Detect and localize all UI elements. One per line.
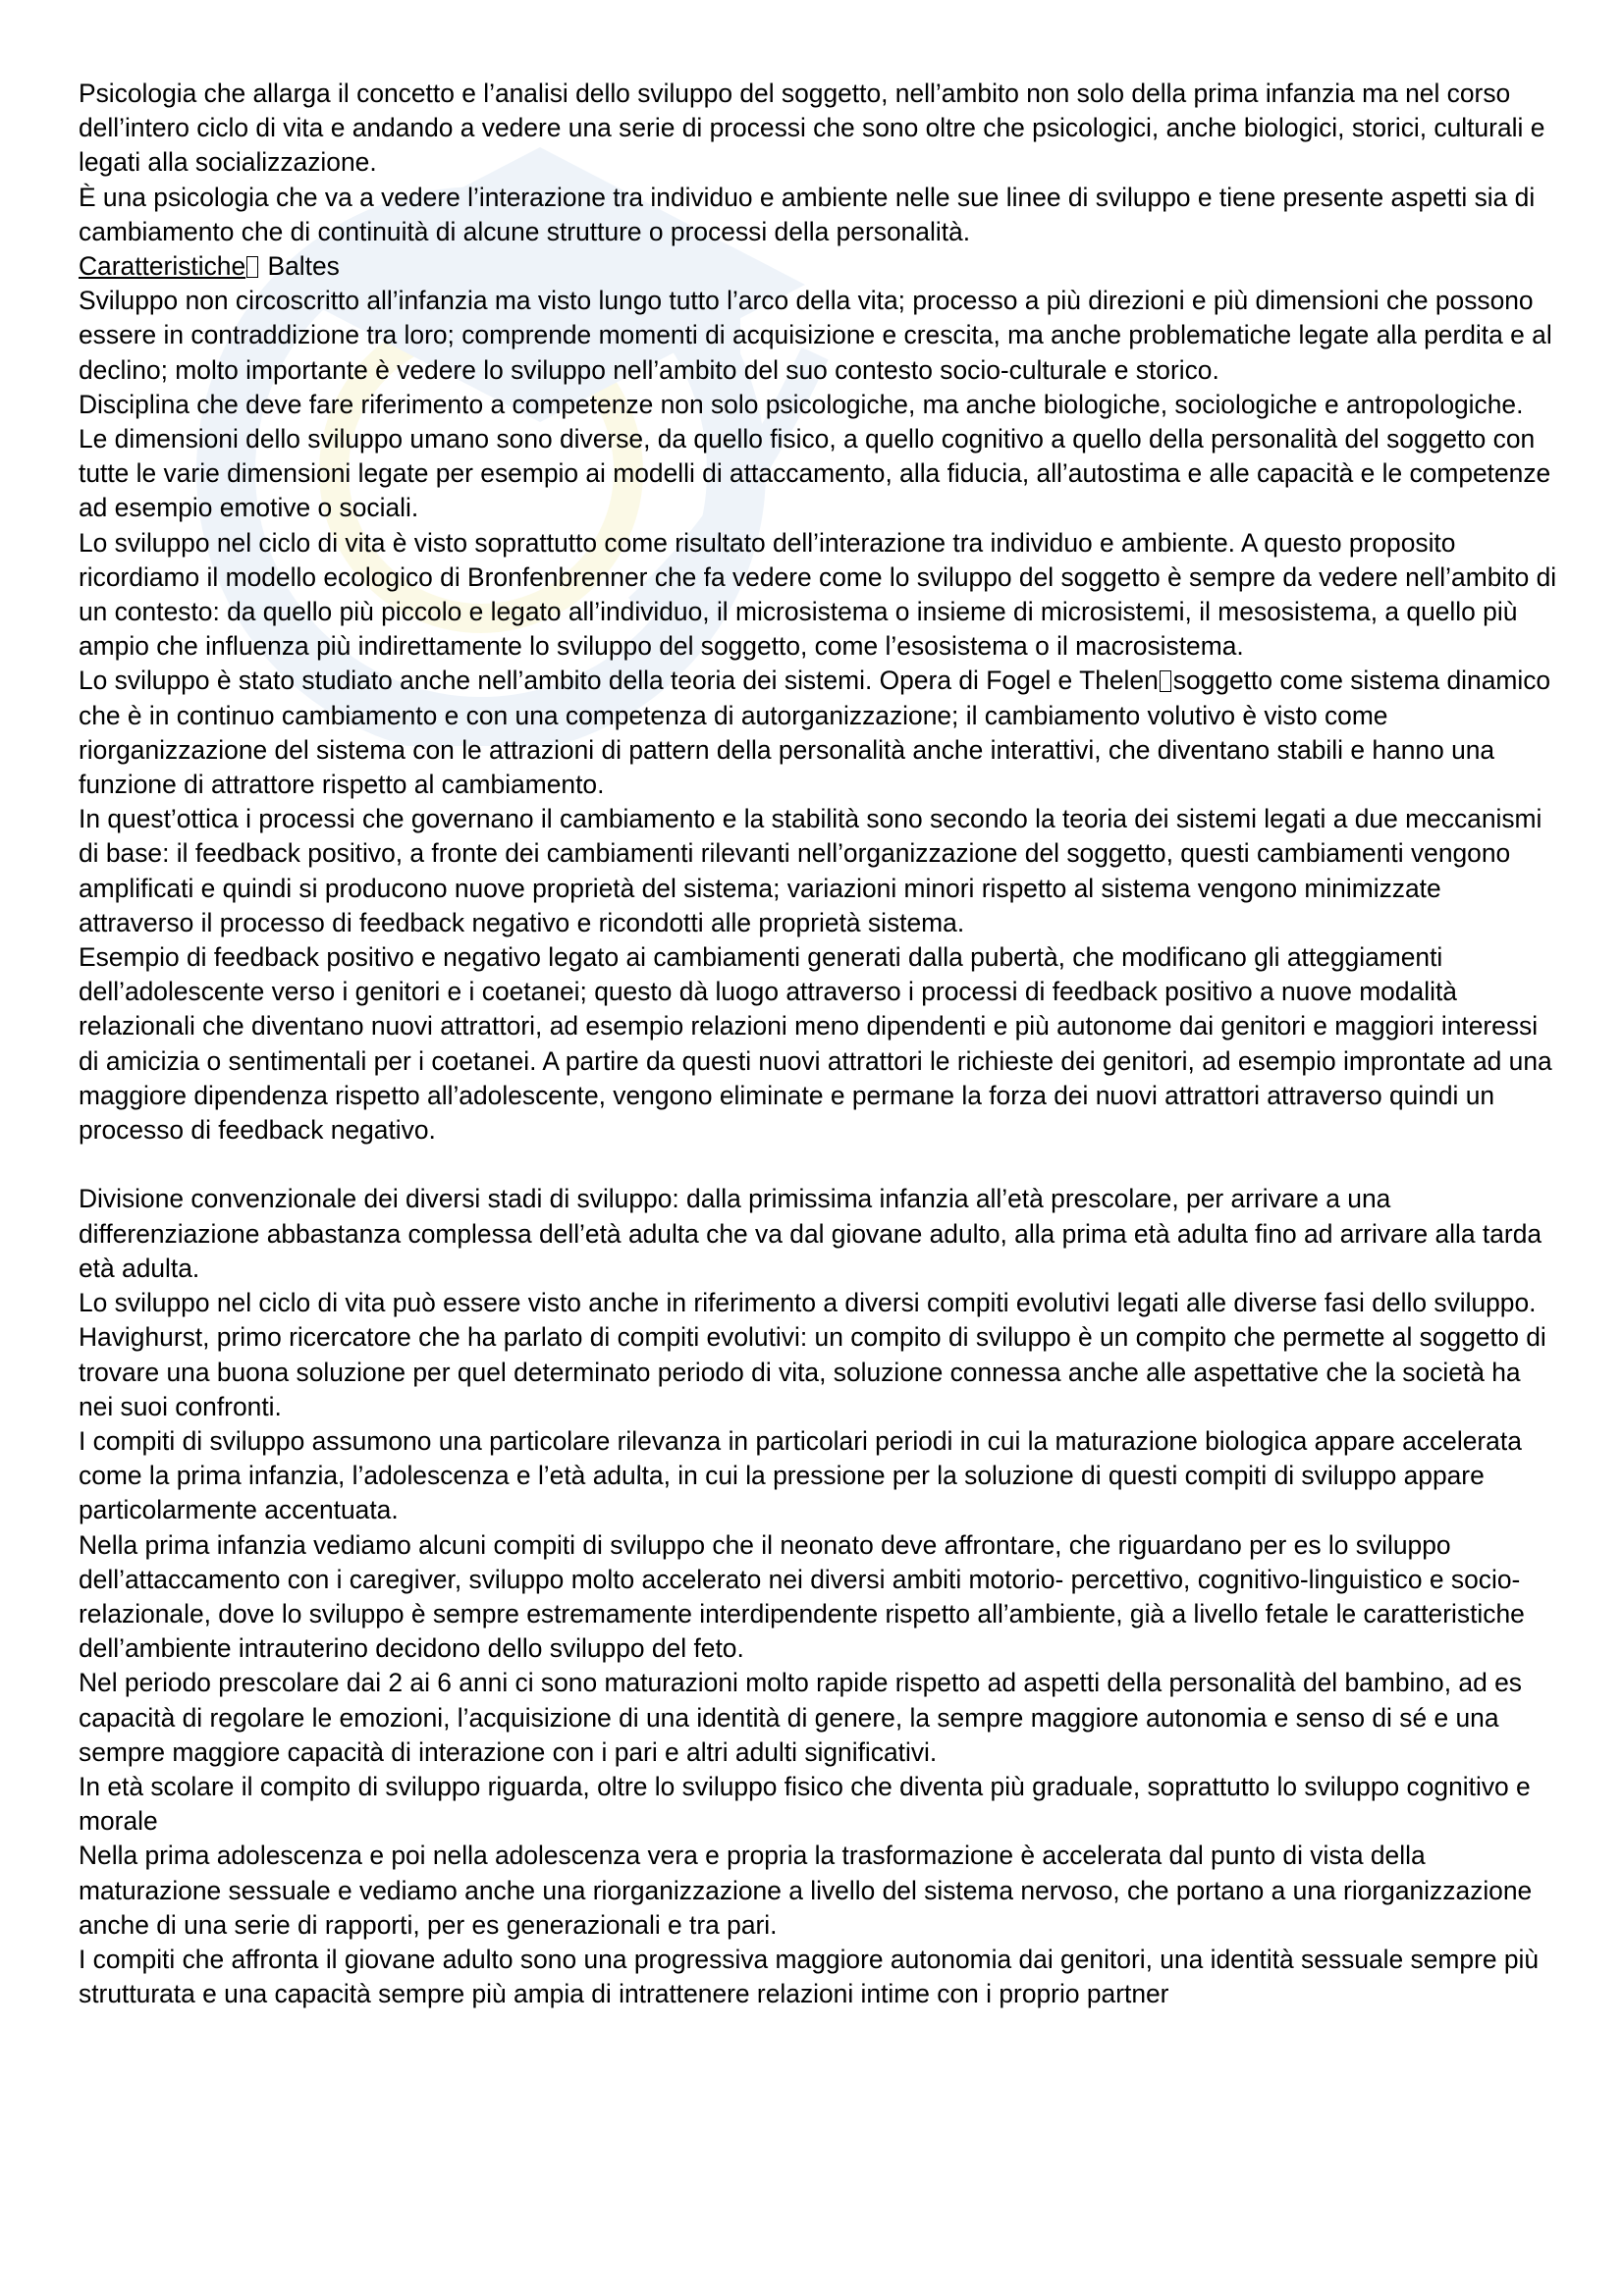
systems-text-before: Lo sviluppo è stato studiato anche nell’ambito della teoria dei sistemi. Opera di Fogel e Thelen <box>79 666 1159 696</box>
paragraph: È una psicologia che va a vedere l’interazione tra individuo e ambiente nelle sue linee di sviluppo e tiene presente aspetti sia di cambiamento che di continuità di alcune strutture o processi della personalità. <box>79 182 1536 246</box>
document-body <box>79 77 1561 2011</box>
paragraph: I compiti che affronta il giovane adulto sono una progressiva maggiore autonomia dai genitori, una identità sessuale sempre più strutturata e una capacità sempre più ampia di intrattenere relazioni intime con i proprio partner <box>79 1944 1540 2009</box>
paragraph: Psicologia che allarga il concetto e l’analisi dello sviluppo del soggetto, nell’ambito non solo della prima infanzia ma nel corso dell’intero ciclo di vita e andando a vedere una serie di processi che sono oltre che psicologici, anche biologici, storici, culturali e legati alla socializzazione. <box>79 79 1545 178</box>
paragraph: Sviluppo non circoscritto all’infanzia ma visto lungo tutto l’arco della vita; processo a più direzioni e più dimensioni che possono essere in contraddizione tra loro; comprende momenti di acquisizione e crescita, ma anche problematiche legate alla perdita e al declino; molto importante è vedere lo sviluppo nell’ambito del suo contesto socio-culturale e storico. <box>79 286 1552 385</box>
section-heading <box>79 249 1561 284</box>
paragraph: Lo sviluppo nel ciclo di vita è visto soprattutto come risultato dell’interazione tra individuo e ambiente. A questo proposito ricordiamo il modello ecologico di Bronfenbrenner che fa vedere come lo sviluppo del soggetto è sempre da vedere nell’ambito di un contesto: da quello più piccolo e legato all’individuo, il microsistema o insieme di microsistemi, il mesosistema, a quello più ampio che influenza più indirettamente lo sviluppo del soggetto, come l’esosistema o il macrosistema. <box>79 527 1557 662</box>
arrow-icon <box>246 256 258 278</box>
systems-text-after: soggetto come sistema dinamico che è in continuo cambiamento e con una competenza di autorganizzazione; il cambiamento volutivo è visto come riorganizzazione del sistema con le attrazioni di pattern della personalità anche interattivi, che diventano stabili e hanno una funzione di attrattore rispetto al cambiamento. <box>79 666 1551 800</box>
paragraph: Divisione convenzionale dei diversi stadi di sviluppo: dalla primissima infanzia all’età prescolare, per arrivare a una differenziazione abbastanza complessa dell’età adulta che va dal giovane adulto, alla prima età adulta fino ad arrivare alla tarda età adulta. <box>79 1184 1542 1283</box>
paragraph: Esempio di feedback positivo e negativo legato ai cambiamenti generati dalla pubertà, che modificano gli atteggiamenti dell’adolescente verso i genitori e i coetanei; questo dà luogo attraverso i processi di feedback positivo a nuove modalità relazionali che diventano nuovi attrattori, ad esempio relazioni meno dipendenti e più autonome dai genitori e maggiori interessi di amicizia o sentimentali per i coetanei. A partire da questi nuovi attrattori le richieste dei genitori, ad esempio improntate ad una maggiore dipendenza rispetto all’adolescente, vengono eliminate e permane la forza dei nuovi attrattori attraverso quindi un processo di feedback negativo. <box>79 942 1552 1146</box>
paragraph: Le dimensioni dello sviluppo umano sono diverse, da quello fisico, a quello cognitivo a quello della personalità del soggetto con tutte le varie dimensioni legate per esempio ai modelli di attaccamento, alla fiducia, all’autostima e alle capacità e le competenze ad esempio emotive o sociali. <box>79 424 1551 523</box>
paragraph: In età scolare il compito di sviluppo riguarda, oltre lo sviluppo fisico che diventa più graduale, soprattutto lo sviluppo cognitivo e morale <box>79 1771 1531 1837</box>
paragraph: In quest’ottica i processi che governano il cambiamento e la stabilità sono secondo la teoria dei sistemi legati a due meccanismi di base: il feedback positivo, a fronte dei cambiamenti rilevanti nell’organizzazione del soggetto, questi cambiamenti vengono amplificati e quindi si producono nuove proprietà del sistema; variazioni minori rispetto al sistema vengono minimizzate attraverso il processo di feedback negativo e ricondotti alle proprietà sistema. <box>79 804 1542 937</box>
paragraph: I compiti di sviluppo assumono una particolare rilevanza in particolari periodi in cui la maturazione biologica appare accelerata come la prima infanzia, l’adolescenza e l’età adulta, in cui la pressione per la soluzione di questi compiti di sviluppo appare particolarmente accentuata. <box>79 1425 1522 1525</box>
paragraph: Nella prima adolescenza e poi nella adolescenza vera e propria la trasformazione è accelerata dal punto di vista della maturazione sessuale e vediamo anche una riorganizzazione a livello del sistema nervoso, che portano a una riorganizzazione anche di una serie di rapporti, per es generazionali e tra pari. <box>79 1841 1533 1940</box>
paragraph: Nella prima infanzia vediamo alcuni compiti di sviluppo che il neonato deve affrontare, che riguardano per es lo sviluppo dell’attaccamento con i caregiver, sviluppo molto accelerato nei diversi ambiti motorio- percettivo, cognitivo-linguistico e socio-relazionale, dove lo sviluppo è sempre estremamente interdipendente rispetto all’ambiente, già a livello fetale le caratteristiche dell’ambiente intrauterino decidono dello sviluppo del feto. <box>79 1529 1525 1664</box>
heading-author: Baltes <box>267 251 340 282</box>
arrow-icon <box>1160 670 1171 692</box>
paragraph: Nel periodo prescolare dai 2 ai 6 anni ci sono maturazioni molto rapide rispetto ad aspetti della personalità del bambino, ad es capacità di regolare le emozioni, l’acquisizione di una identità di genere, la sempre maggiore autonomia e senso di sé e una sempre maggiore capacità di interazione con i pari e altri adulti significativi. <box>79 1668 1522 1767</box>
paragraph: Disciplina che deve fare riferimento a competenze non solo psicologiche, ma anche biologiche, sociologiche e antropologiche. <box>79 389 1524 419</box>
paragraph: Lo sviluppo nel ciclo di vita può essere visto anche in riferimento a diversi compiti evolutivi legati alle diverse fasi dello sviluppo. Havighurst, primo ricercatore che ha parlato di compiti evolutivi: un compito di sviluppo è un compito che permette al soggetto di trovare una buona soluzione per quel determinato periodo di vita, soluzione connessa anche alle aspettative che la società ha nei suoi confronti. <box>79 1288 1546 1421</box>
heading-label: Caratteristiche <box>79 251 246 282</box>
systems-paragraph <box>79 664 1561 802</box>
